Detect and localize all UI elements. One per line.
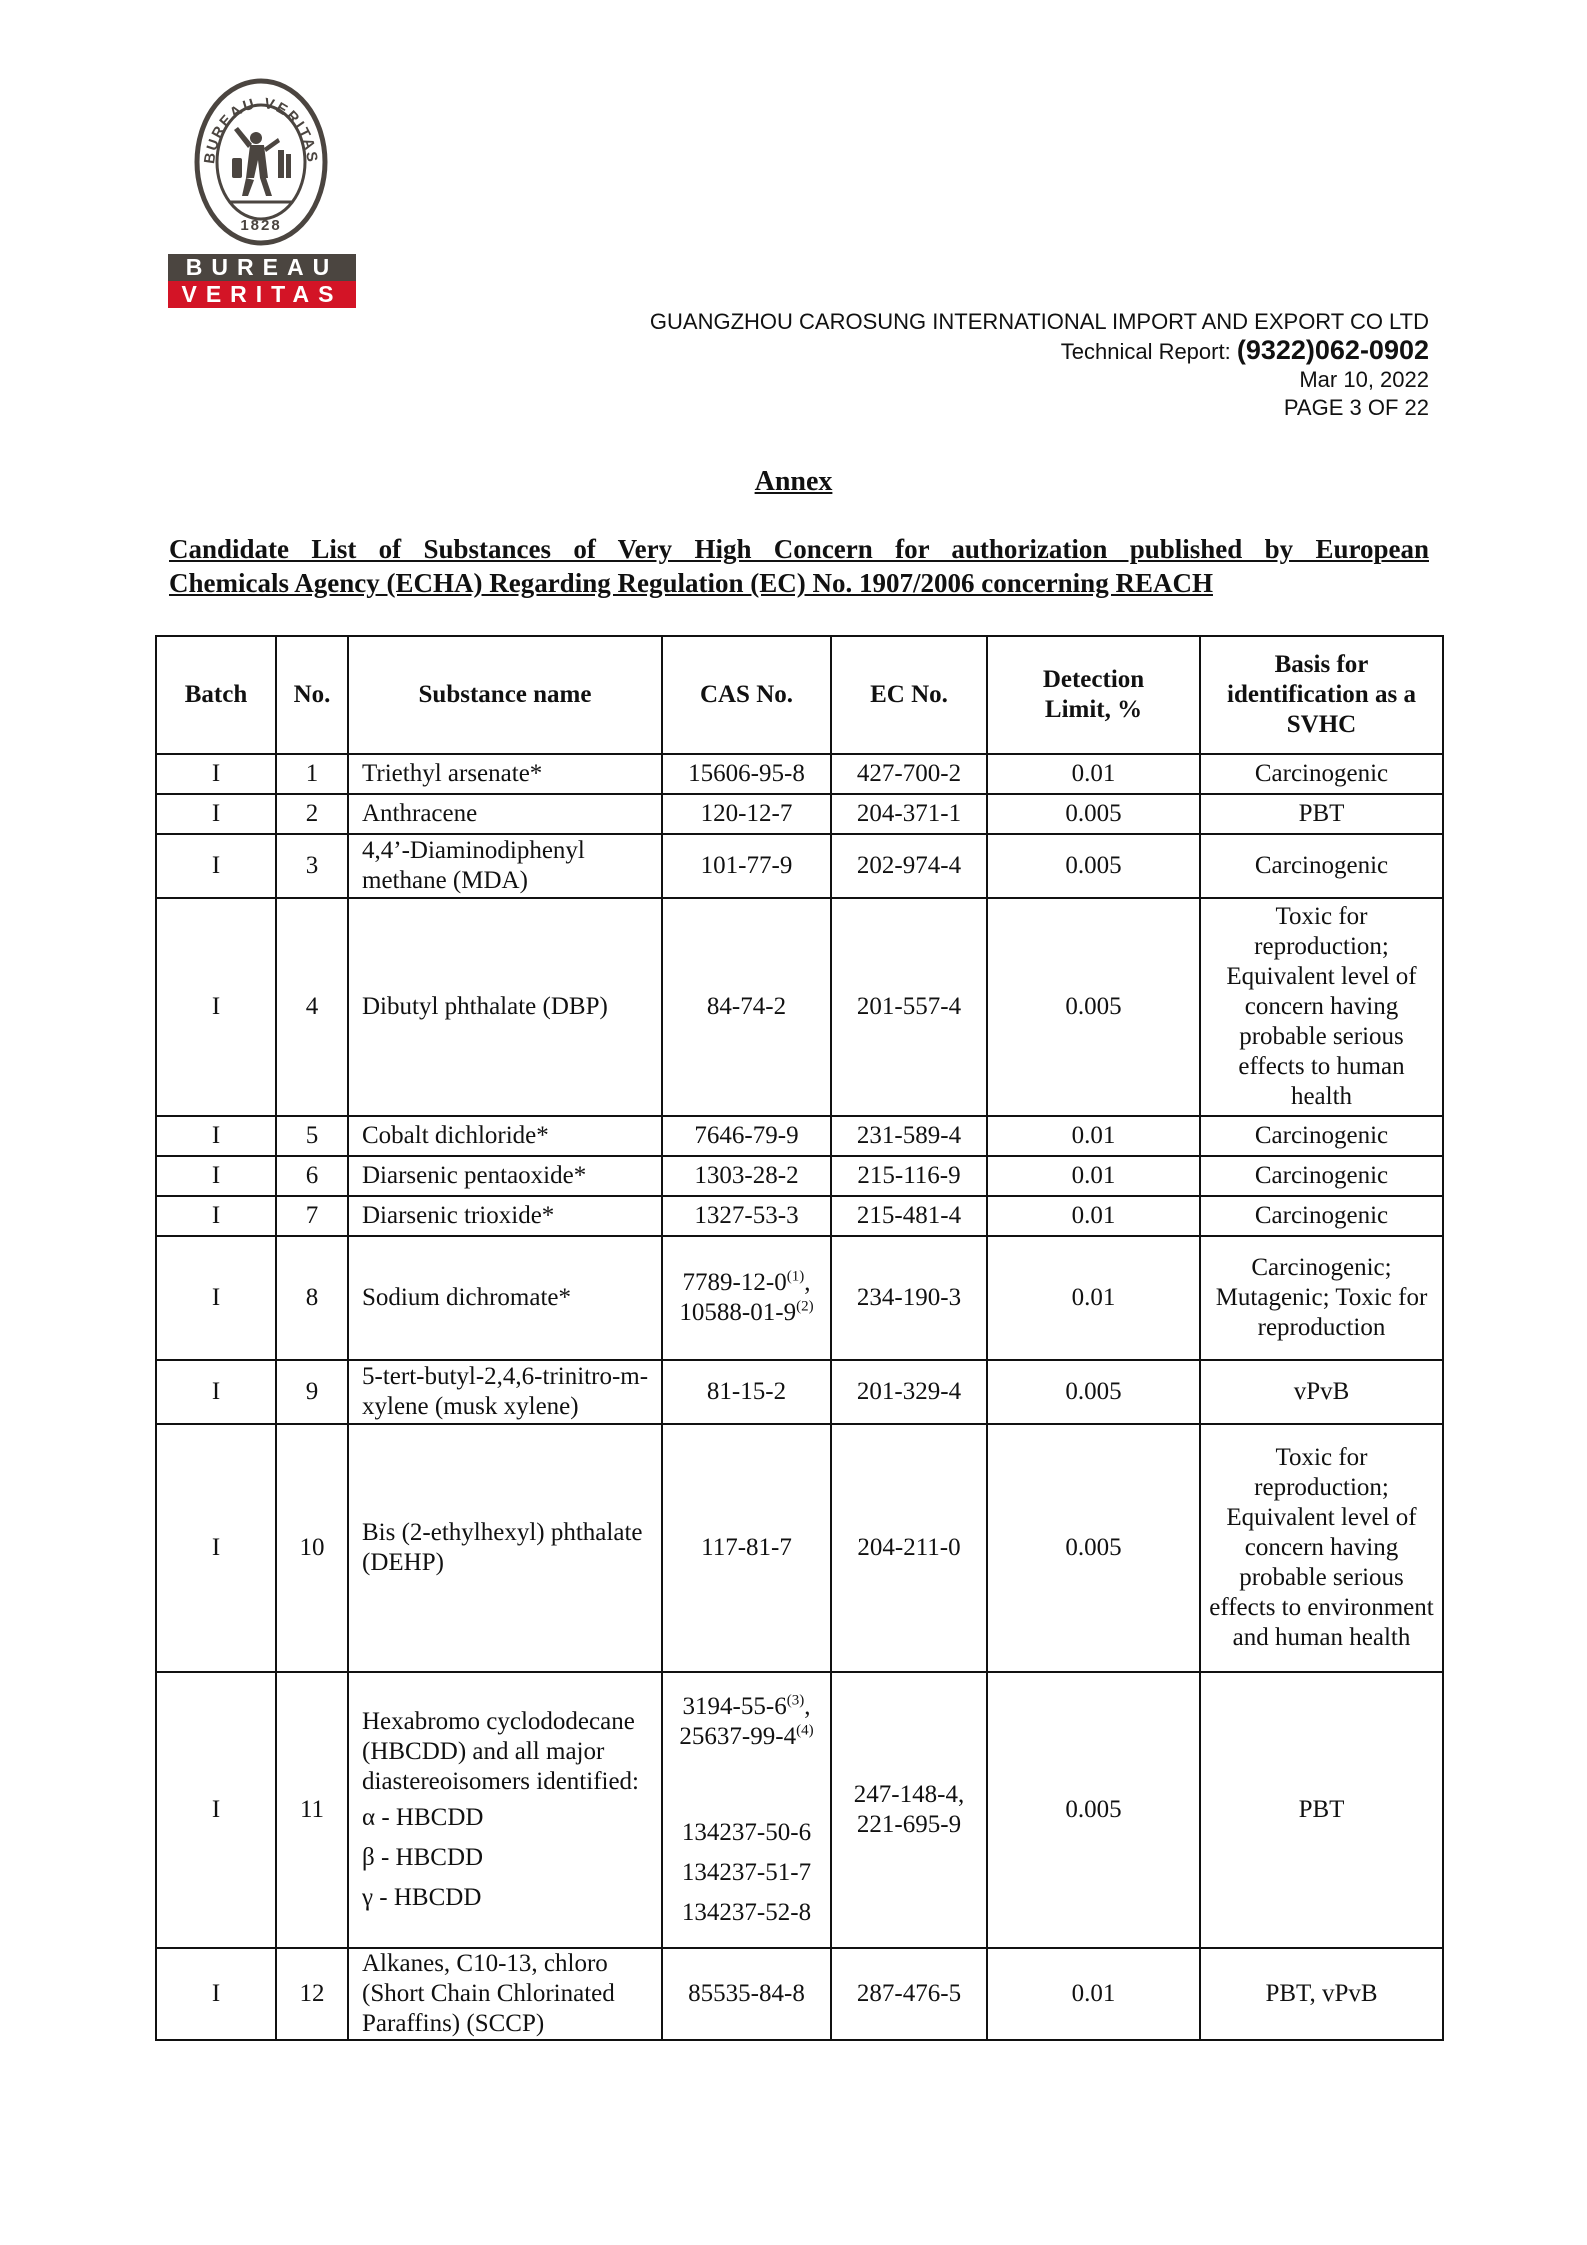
cell-basis: vPvB — [1200, 1360, 1443, 1424]
header-no: No. — [276, 636, 348, 754]
cell-cas: 85535-84-8 — [662, 1948, 831, 2040]
cell-no: 6 — [276, 1156, 348, 1196]
cell-cas: 84-74-2 — [662, 898, 831, 1116]
report-date: Mar 10, 2022 — [1299, 367, 1429, 392]
cell-substance: Diarsenic pentaoxide* — [348, 1156, 662, 1196]
annex-title: Annex — [754, 466, 833, 497]
technical-report-line — [650, 336, 1429, 366]
cell-ec: 201-557-4 — [831, 898, 987, 1116]
cell-batch: I — [156, 898, 276, 1116]
table-row — [156, 1196, 1443, 1236]
bureau-veritas-seal-icon — [194, 78, 328, 246]
header-substance: Substance name — [348, 636, 662, 754]
cell-limit: 0.005 — [987, 1360, 1200, 1424]
cell-no: 1 — [276, 754, 348, 794]
logo-brand-line1: BUREAU — [168, 254, 356, 281]
cell-substance: Cobalt dichloride* — [348, 1116, 662, 1156]
cell-limit: 0.01 — [987, 1156, 1200, 1196]
cell-limit: 0.005 — [987, 1672, 1200, 1948]
logo-brand-line2: VERITAS — [168, 281, 356, 308]
cell-ec: 215-481-4 — [831, 1196, 987, 1236]
annex-subtitle — [169, 532, 1429, 600]
cell-limit: 0.005 — [987, 834, 1200, 898]
cell-no: 2 — [276, 794, 348, 834]
cell-batch: I — [156, 1116, 276, 1156]
table-header-row — [156, 636, 1443, 754]
cell-limit: 0.01 — [987, 1236, 1200, 1360]
cell-basis: Carcinogenic — [1200, 754, 1443, 794]
isomer-name: β - HBCDD — [362, 1844, 484, 1871]
svg-text:1828: 1828 — [240, 217, 282, 234]
cas-line: 3194-55-6$^{(3)}$, — [682, 1692, 811, 1720]
cell-no: 7 — [276, 1196, 348, 1236]
isomer-cas: 134237-51-7 — [681, 1859, 812, 1886]
table-row — [156, 1156, 1443, 1196]
cell-batch: I — [156, 834, 276, 898]
isomer-cas: 134237-52-8 — [681, 1899, 812, 1926]
header-detection-limit: Detection Limit, % — [987, 636, 1200, 754]
cell-cas — [662, 1672, 831, 1948]
cell-no: 9 — [276, 1360, 348, 1424]
subtitle-line-1: Candidate List of Substances of Very High Concern for authorization published by European — [169, 534, 1429, 564]
cell-basis: PBT — [1200, 1672, 1443, 1948]
cell-basis: Carcinogenic — [1200, 1156, 1443, 1196]
cell-basis: PBT, vPvB — [1200, 1948, 1443, 2040]
isomer-cas: 134237-50-6 — [681, 1819, 812, 1846]
company-name: GUANGZHOU CAROSUNG INTERNATIONAL IMPORT AND EXPORT CO LTD — [649, 309, 1429, 334]
substance-name: Hexabromo cyclododecane (HBCDD) and all major diastereoisomers identified: — [362, 1708, 640, 1795]
cell-cas: 120-12-7 — [662, 794, 831, 834]
cell-basis: Carcinogenic — [1200, 1116, 1443, 1156]
cell-substance: 4,4’-Diaminodiphenyl methane (MDA) — [348, 834, 662, 898]
cell-limit: 0.01 — [987, 1116, 1200, 1156]
cell-basis: Carcinogenic — [1200, 1196, 1443, 1236]
cell-no: 12 — [276, 1948, 348, 2040]
cell-substance: Anthracene — [348, 794, 662, 834]
cell-ec: 287-476-5 — [831, 1948, 987, 2040]
cell-substance: 5-tert-butyl-2,4,6-trinitro-m-xylene (musk xylene) — [348, 1360, 662, 1424]
cell-no: 4 — [276, 898, 348, 1116]
cas-number: 3194-55-6 — [682, 1693, 787, 1720]
table-row — [156, 794, 1443, 834]
footnote-ref: (2) — [796, 1298, 814, 1315]
table-row — [156, 1424, 1443, 1672]
cell-ec: 204-371-1 — [831, 794, 987, 834]
cell-no: 11 — [276, 1672, 348, 1948]
table-row — [156, 1360, 1443, 1424]
cell-basis: Carcinogenic; Mutagenic; Toxic for reproduction — [1200, 1236, 1443, 1360]
cell-cas: 101-77-9 — [662, 834, 831, 898]
cell-limit: 0.005 — [987, 898, 1200, 1116]
report-label: Technical Report: — [1060, 339, 1231, 364]
cell-ec: 427-700-2 — [831, 754, 987, 794]
cell-limit: 0.01 — [987, 1948, 1200, 2040]
report-header — [650, 308, 1429, 422]
table-row — [156, 1116, 1443, 1156]
cell-batch: I — [156, 1360, 276, 1424]
cell-no: 8 — [276, 1236, 348, 1360]
cell-ec: 202-974-4 — [831, 834, 987, 898]
cell-cas: 15606-95-8 — [662, 754, 831, 794]
cell-no: 10 — [276, 1424, 348, 1672]
svg-text:BUREAU VERITAS: BUREAU VERITAS — [201, 94, 321, 165]
cell-batch: I — [156, 794, 276, 834]
cell-basis: PBT — [1200, 794, 1443, 834]
cell-ec: 247-148-4, 221-695-9 — [831, 1672, 987, 1948]
table-row — [156, 1236, 1443, 1360]
cell-no: 3 — [276, 834, 348, 898]
cell-basis: Toxic for reproduction; Equivalent level of concern having probable serious effects to human health — [1200, 898, 1443, 1116]
cell-ec: 215-116-9 — [831, 1156, 987, 1196]
header-ec: EC No. — [831, 636, 987, 754]
header-cas: CAS No. — [662, 636, 831, 754]
cell-no: 5 — [276, 1116, 348, 1156]
cell-ec: 204-211-0 — [831, 1424, 987, 1672]
cell-batch: I — [156, 754, 276, 794]
cell-substance: Diarsenic trioxide* — [348, 1196, 662, 1236]
isomer-name: α - HBCDD — [362, 1804, 484, 1831]
cas-line: 7789-12-0$^{(1)}$, — [682, 1268, 811, 1296]
cell-limit: 0.005 — [987, 794, 1200, 834]
svhc-table — [155, 635, 1444, 2041]
table-row — [156, 1948, 1443, 2040]
cell-limit: 0.01 — [987, 1196, 1200, 1236]
cell-substance: Alkanes, C10-13, chloro (Short Chain Chlorinated Paraffins) (SCCP) — [348, 1948, 662, 2040]
subtitle-line-2: Chemicals Agency (ECHA) Regarding Regulation (EC) No. 1907/2006 concerning REACH — [169, 568, 1213, 598]
header-batch: Batch — [156, 636, 276, 754]
footnote-ref: (3) — [786, 1692, 805, 1709]
table-row — [156, 834, 1443, 898]
isomer-name: γ - HBCDD — [362, 1884, 482, 1911]
table-row — [156, 754, 1443, 794]
cell-cas: 81-15-2 — [662, 1360, 831, 1424]
cell-cas — [662, 1236, 831, 1360]
cell-substance — [348, 1672, 662, 1948]
table-row — [156, 1672, 1443, 1948]
cell-batch: I — [156, 1424, 276, 1672]
cell-cas: 7646-79-9 — [662, 1116, 831, 1156]
cas-number: 10588-01-9 — [679, 1299, 797, 1326]
footnote-ref: (1) — [786, 1268, 805, 1285]
cell-batch: I — [156, 1156, 276, 1196]
cell-ec: 234-190-3 — [831, 1236, 987, 1360]
cell-ec: 201-329-4 — [831, 1360, 987, 1424]
report-number: (9322)062-0902 — [1236, 335, 1429, 365]
cell-substance: Triethyl arsenate* — [348, 754, 662, 794]
cell-substance: Dibutyl phthalate (DBP) — [348, 898, 662, 1116]
cell-limit: 0.005 — [987, 1424, 1200, 1672]
cell-cas: 1327-53-3 — [662, 1196, 831, 1236]
cell-basis: Toxic for reproduction; Equivalent level of concern having probable serious effects to environment and human health — [1200, 1424, 1443, 1672]
cell-limit: 0.01 — [987, 754, 1200, 794]
cell-cas: 117-81-7 — [662, 1424, 831, 1672]
cell-batch: I — [156, 1236, 276, 1360]
cas-number: 25637-99-4 — [679, 1723, 797, 1750]
cas-number: 7789-12-0 — [682, 1269, 787, 1296]
cell-batch: I — [156, 1672, 276, 1948]
page-indicator: PAGE 3 OF 22 — [1283, 395, 1429, 420]
footnote-ref: (4) — [796, 1722, 814, 1739]
cell-batch: I — [156, 1948, 276, 2040]
cell-basis: Carcinogenic — [1200, 834, 1443, 898]
header-basis: Basis for identification as a SVHC — [1200, 636, 1443, 754]
cas-line — [667, 1298, 826, 1328]
cell-batch: I — [156, 1196, 276, 1236]
cell-ec: 231-589-4 — [831, 1116, 987, 1156]
cell-cas: 1303-28-2 — [662, 1156, 831, 1196]
cas-line — [667, 1722, 826, 1752]
cell-substance: Sodium dichromate* — [348, 1236, 662, 1360]
cell-substance: Bis (2-ethylhexyl) phthalate (DEHP) — [348, 1424, 662, 1672]
table-row — [156, 898, 1443, 1116]
